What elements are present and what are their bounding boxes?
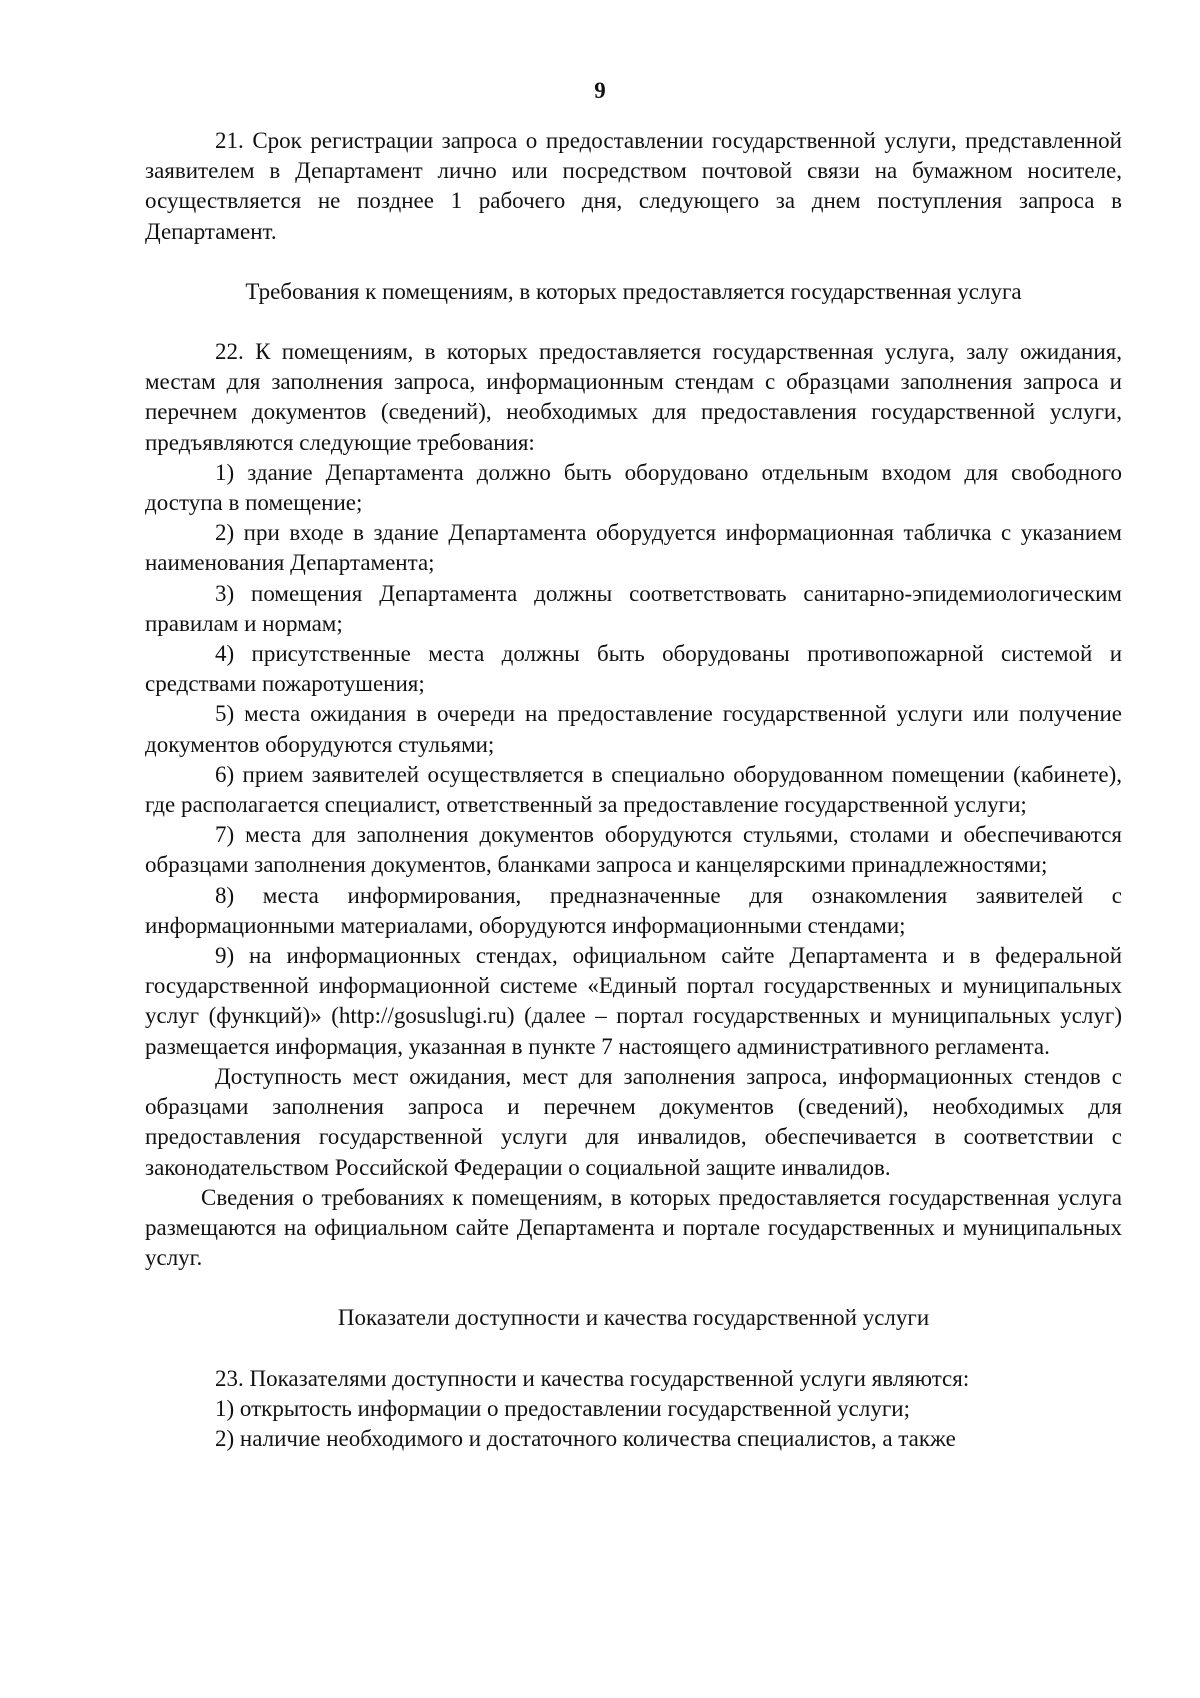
- paragraph-21: 21. Срок регистрации запроса о предоставлении государственной услуги, представленной заявителем в Департамент лично или посредством почтовой связи на бумажном носителе, осуществляется не позднее 1 рабочего дня, следующего за днем поступления запроса в Департамент.: [145, 128, 1122, 244]
- list-item: 4) присутственные места должны быть оборудованы противопожарной системой и средствами пожаротушения;: [145, 641, 1122, 697]
- paragraph-accessibility: Доступность мест ожидания, мест для заполнения запроса, информационных стендов с образцами заполнения запроса и перечнем документов (сведений), необходимых для предоставления государственной услуги для инвалидов, обеспечивается в соответствии с законодательством Российской Федерации о социальной защите инвалидов.: [145, 1063, 1122, 1180]
- list-item: 3) помещения Департамента должны соответствовать санитарно-эпидемиологическим правилам и нормам;: [145, 580, 1122, 636]
- list-item: 1) здание Департамента должно быть оборудовано отдельным входом для свободного доступа в помещение;: [145, 459, 1122, 516]
- spacer: [145, 1273, 1122, 1303]
- list-item: 7) места для заполнения документов оборудуются стульями, столами и обеспечиваются образцами заполнения документов, бланками запроса и канцелярскими принадлежностями;: [145, 822, 1122, 878]
- document-body: [145, 126, 1122, 1454]
- paragraph-23-intro: 23. Показателями доступности и качества государственной услуги являются:: [215, 1365, 970, 1391]
- paragraph-premises-info: Сведения о требованиях к помещениям, в которых предоставляется государственная услуга размещаются на официальном сайте Департамента и портале государственных и муниципальных услуг.: [145, 1184, 1122, 1271]
- list-item: 2) при входе в здание Департамента оборудуется информационная табличка с указанием наименования Департамента;: [145, 520, 1122, 576]
- list-item: 1) открытость информации о предоставлении государственной услуги;: [215, 1395, 910, 1421]
- list-item: 5) места ожидания в очереди на предоставление государственной услуги или получение документов оборудуются стульями;: [145, 701, 1122, 757]
- section-heading-quality: Показатели доступности и качества государственной услуги: [337, 1305, 930, 1331]
- list-item: 8) места информирования, предназначенные для ознакомления заявителей с информационными материалами, оборудуются информационными стендами;: [145, 882, 1122, 938]
- spacer: [145, 247, 1122, 277]
- list-item: 6) прием заявителей осуществляется в специально оборудованном помещении (кабинете), где располагается специалист, ответственный за предоставление государственной услуги;: [145, 761, 1122, 818]
- list-item: 2) наличие необходимого и достаточного количества специалистов, а также: [215, 1425, 956, 1451]
- page-number: 9: [594, 78, 606, 103]
- paragraph-22-intro: 22. К помещениям, в которых предоставляется государственная услуга, залу ожидания, местам для заполнения запроса, информационным стендам с образцами заполнения запроса и перечнем документов (сведений), необходимых для предоставления государственной услуги, предъявляются следующие требования:: [145, 339, 1122, 455]
- list-item: 9) на информационных стендах, официальном сайте Департамента и в федеральной государственной информационной системе «Единый портал государственных и муниципальных услуг (функций)» (http://gosuslugi.ru) (далее – портал государственных и муниципальных услуг) размещается информация, указанная в пункте 7 настоящего административного регламента.: [145, 943, 1122, 1059]
- spacer: [145, 307, 1122, 337]
- section-heading-premises: Требования к помещениям, в которых предоставляется государственная услуга: [245, 278, 1022, 304]
- spacer: [145, 1334, 1122, 1364]
